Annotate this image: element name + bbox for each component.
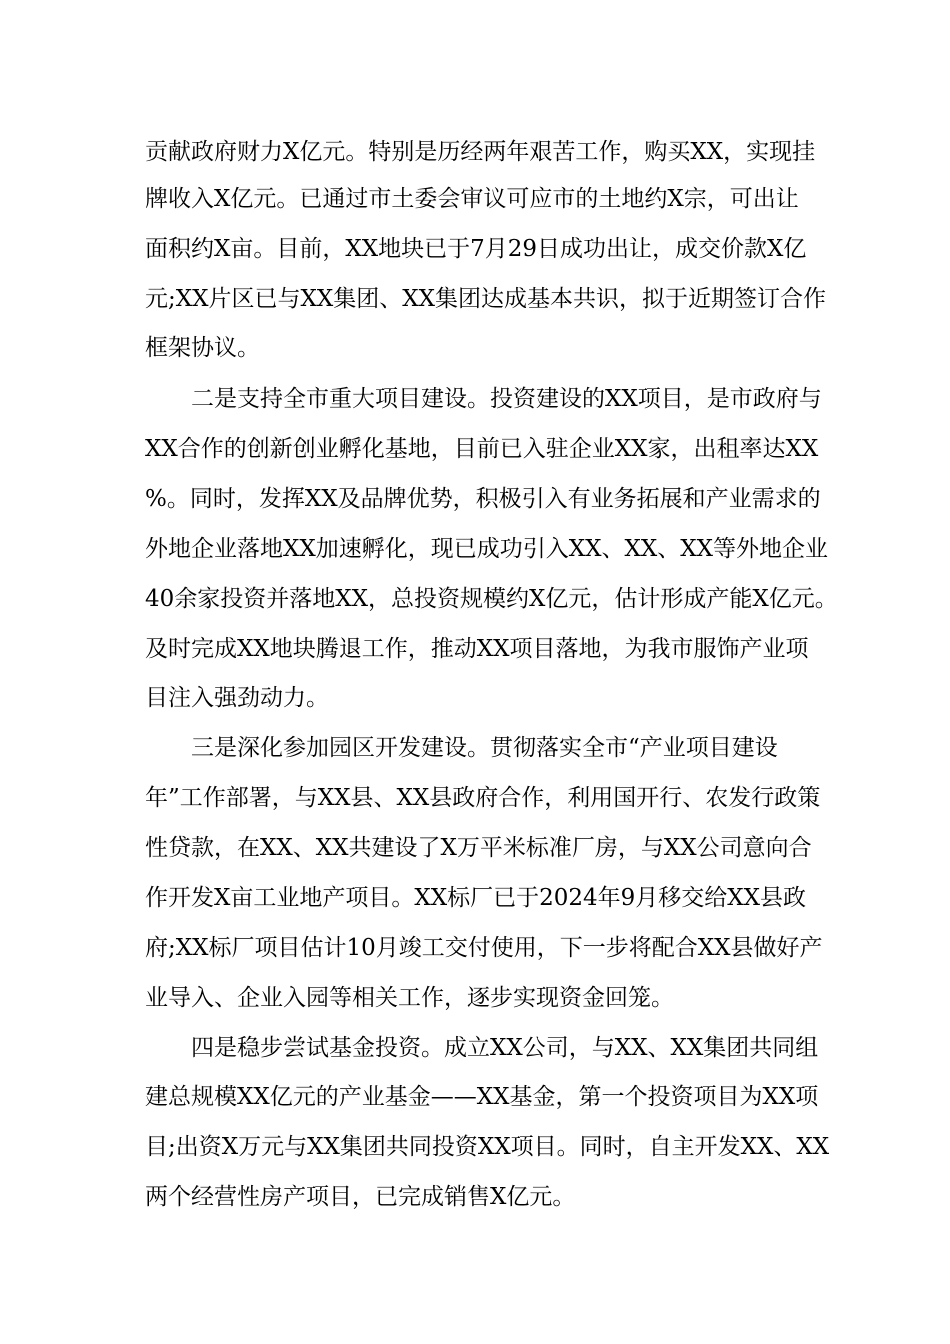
text-line: 作开发X亩工业地产项目。XX标厂已于2024年9月移交给XX县政 <box>145 885 807 911</box>
paragraph-heading-line: 四是稳步尝试基金投资。成立XX公司，与XX、XX集团共同组 <box>191 1035 819 1061</box>
text-line: 40余家投资并落地XX，总投资规模约X亿元，估计形成产能X亿元。 <box>145 586 838 612</box>
text-line: 两个经营性房产项目，已完成销售X亿元。 <box>145 1184 576 1210</box>
text-line: 牌收入X亿元。已通过市土委会审议可应市的土地约X宗，可出让 <box>145 186 799 212</box>
text-line: 业导入、企业入园等相关工作，逐步实现资金回笼。 <box>145 985 674 1011</box>
paragraph-heading-line: 三是深化参加园区开发建设。贯彻落实全市“产业项目建设 <box>191 735 778 761</box>
text-line: 目;出资X万元与XX集团共同投资XX项目。同时，自主开发XX、XX <box>145 1134 830 1160</box>
text-line: 及时完成XX地块腾退工作，推动XX项目落地，为我市服饰产业项 <box>145 636 809 662</box>
paragraph-heading-line: 二是支持全市重大项目建设。投资建设的XX项目，是市政府与 <box>191 386 822 412</box>
text-line: 建总规模XX亿元的产业基金——XX基金，第一个投资项目为XX项 <box>145 1084 819 1110</box>
text-line: 面积约X亩。目前，XX地块已于7月29日成功出让，成交价款X亿 <box>145 236 807 262</box>
text-line: 年”工作部署，与XX县、XX县政府合作，利用国开行、农发行政策 <box>145 785 821 811</box>
text-line: 框架协议。 <box>145 335 260 361</box>
text-line: %。同时，发挥XX及品牌优势，积极引入有业务拓展和产业需求的 <box>145 486 821 512</box>
text-line: 外地企业落地XX加速孵化，现已成功引入XX、XX、XX等外地企业 <box>145 536 828 562</box>
text-line: 性贷款，在XX、XX共建设了X万平米标准厂房，与XX公司意向合 <box>145 835 812 861</box>
text-line: 贡献政府财力X亿元。特别是历经两年艰苦工作，购买XX，实现挂 <box>145 139 816 165</box>
text-line: 元;XX片区已与XX集团、XX集团达成基本共识，拟于近期签订合作 <box>145 286 826 312</box>
text-line: 目注入强劲动力。 <box>145 685 329 711</box>
text-line: XX合作的创新创业孵化基地，目前已入驻企业XX家，出租率达XX <box>145 436 819 462</box>
text-line: 府;XX标厂项目估计10月竣工交付使用，下一步将配合XX县做好产 <box>145 935 823 961</box>
